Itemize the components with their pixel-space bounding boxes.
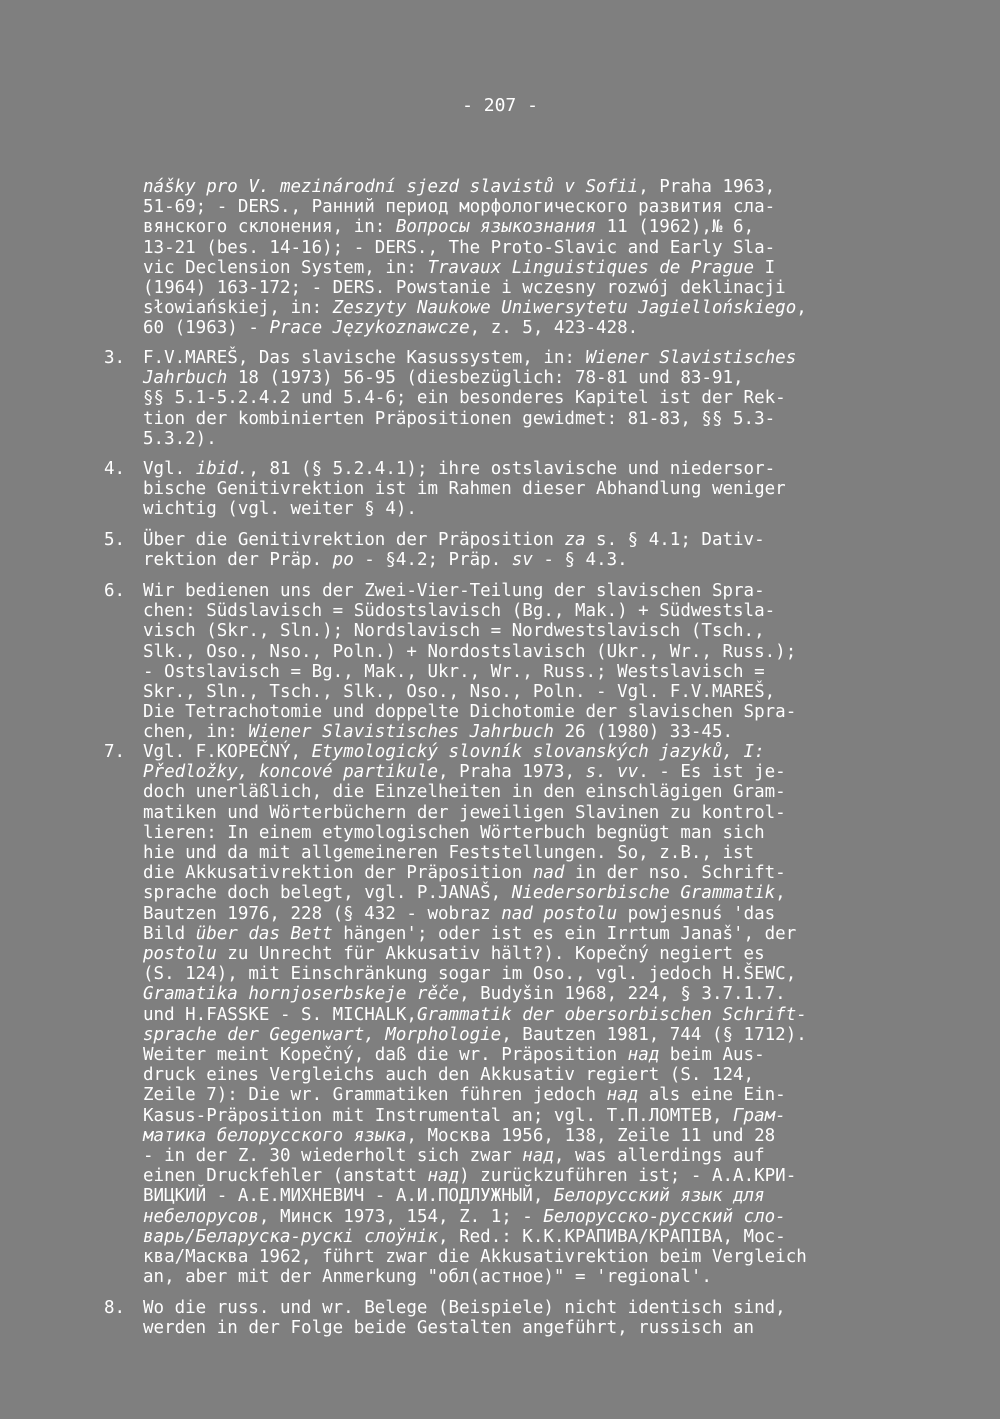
footnote-line: варь/Беларуска-рускі слоўнік, Red.: К.К.КРАПИВА/КРАПІВА, Мос- [143, 1226, 786, 1247]
footnote-number: 6. [104, 581, 126, 601]
footnote-line: vic Declension System, in: Travaux Linguistiques de Prague I [143, 257, 776, 278]
footnote-line: F.V.MAREŠ, Das slavische Kasussystem, in: Wiener Slavistisches 3. [104, 348, 797, 368]
footnote-line: visch (Skr., Sln.); Nordslavisch = Nordwestslavisch (Tsch., [143, 621, 765, 642]
footnote-line: 5.3.2). [143, 428, 217, 449]
footnote-line: (S. 124), mit Einschränkung sogar im Oso., vgl. jedoch H.ŠEWC, [143, 964, 797, 985]
footnote-line: sprache doch belegt, vgl. P.JANAŠ, Niedersorbische Grammatik, [143, 883, 786, 904]
footnote-line: Kasus-Präposition mit Instrumental an; vgl. Т.П.ЛОМТЕВ, Грам- [143, 1105, 786, 1126]
footnote-line: Gramatika hornjoserbskeje rěče, Budyšin 1968, 224, § 3.7.1.7. [143, 984, 786, 1005]
footnote-line: Wo die russ. und wr. Belege (Beispiele) nicht identisch sind, 8. [104, 1298, 786, 1318]
footnote-line: wichtig (vgl. weiter § 4). [143, 499, 417, 520]
footnote-number: 8. [104, 1298, 126, 1318]
footnote-line: postolu zu Unrecht für Akkusativ hält?). Kopečný negiert es [143, 944, 765, 964]
footnote-line: tion der kombinierten Präpositionen gewidmet: 81-83, §§ 5.3- [143, 408, 776, 429]
footnote-line: Skr., Sln., Tsch., Slk., Oso., Nso., Poln. - Vgl. F.V.MAREŠ, [143, 682, 776, 702]
footnote-line: die Akkusativrektion der Präposition nad in der nso. Schrift- [143, 863, 786, 884]
footnote-line: Bild über das Bett hängen'; oder ist es ein Irrtum Janaš', der [143, 923, 797, 944]
footnote-line: lieren: In einem etymologischen Wörterbuch begnügt man sich [143, 822, 765, 843]
footnote-line: Jahrbuch 18 (1973) 56-95 (diesbezüglich: 78-81 und 83-91, [143, 368, 744, 389]
footnote-line: 51-69; - DERS., Ранний период морфологического развития сла- [143, 197, 776, 218]
footnote-line: druck eines Vergleichs auch den Akkusativ regiert (S. 124, [143, 1065, 755, 1086]
footnote-number: 7. [104, 742, 126, 762]
footnote-line: Über die Genitivrektion der Präposition za s. § 4.1; Dativ- 5. [104, 530, 765, 550]
footnote-line: вянского склонения, in: Вопросы языкознания 11 (1962),№ 6, [143, 217, 755, 238]
footnote-line: - Ostslavisch = Bg., Mak., Ukr., Wr., Russ.; Westslavisch = [143, 661, 765, 682]
footnote-line: (1964) 163-172; - DERS. Powstanie i wczesny rozwój deklinacji [143, 278, 786, 298]
footnote-line: ква/Масква 1962, führt zwar die Akkusativrektion beim Vergleich [143, 1247, 807, 1267]
footnote-line: chen: Südslavisch = Südostslavisch (Bg., Mak.) + Südwestsla- [143, 601, 776, 622]
footnote-line: §§ 5.1-5.2.4.2 und 5.4-6; ein besonderes Kapitel ist der Rek- [143, 388, 786, 409]
footnote-line: Zeile 7): Die wr. Grammatiken führen jedoch над als eine Ein- [143, 1085, 786, 1106]
footnote-line: небелорусов, Минск 1973, 154, Z. 1; - Белорусско-русский сло- [143, 1206, 786, 1227]
footnote-line: einen Druckfehler (anstatt над) zurückzuführen ist; - А.А.КРИ- [143, 1166, 797, 1187]
footnote-line: ВИЦКИЙ - А.Е.МИХНЕВИЧ - А.И.ПОДЛУЖНЫЙ, Белорусский язык для [143, 1186, 765, 1207]
footnote-line: Slk., Oso., Nso., Poln.) + Nordostslavisch (Ukr., Wr., Russ.); [143, 641, 797, 662]
footnote-line: Bautzen 1976, 228 (§ 432 - wobraz nad postolu powjesnuś 'das [143, 903, 776, 924]
footnote-line: Wir bedienen uns der Zwei-Vier-Teilung der slavischen Spra- 6. [104, 581, 765, 601]
footnote-line: werden in der Folge beide Gestalten angeführt, russisch an [143, 1318, 755, 1339]
footnote-line: nášky pro V. mezinárodní sjezd slavistů v Sofii, Praha 1963, [143, 177, 776, 197]
footnote-number: 4. [104, 459, 126, 479]
footnote-line: Vgl. ibid., 81 (§ 5.2.4.1); ihre ostslavische und niedersor- 4. [104, 459, 776, 479]
footnote-line: Die Tetrachotomie und doppelte Dichotomie der slavischen Spra- [143, 702, 797, 723]
footnote-line: und H.FASSKE - S. MICHALK,Grammatik der obersorbischen Schrift- [143, 1004, 807, 1025]
footnote-line: chen, in: Wiener Slavistisches Jahrbuch 26 (1980) 33-45. [143, 722, 734, 743]
footnote-line: матика белорусского языка, Москва 1956, 138, Zeile 11 und 28 [143, 1125, 776, 1146]
footnote-line: hie und da mit allgemeineren Feststellungen. So, z.B., ist [143, 843, 755, 863]
footnote-line: Předložky, koncové partikule, Praha 1973, s. vv. - Es ist je- [143, 762, 786, 783]
footnote-line: 60 (1963) - Prace Językoznawcze, z. 5, 423-428. [143, 318, 639, 339]
footnote-line: an, aber mit der Anmerkung "обл(астное)" = 'regional'. [143, 1267, 712, 1288]
page-number: - 207 - [462, 95, 538, 116]
footnote-line: 13-21 (bes. 14-16); - DERS., The Proto-Slavic and Early Sla- [143, 237, 776, 258]
footnote-line: Vgl. F.KOPEČNÝ, Etymologický slovník slovanských jazyků, I: 7. [104, 742, 765, 762]
footnote-number: 5. [104, 530, 126, 550]
footnote-line: doch unerläßlich, die Einzelheiten in den einschlägigen Gram- [143, 782, 786, 803]
footnote-line: sprache der Gegenwart, Morphologie, Bautzen 1981, 744 (§ 1712). [143, 1024, 807, 1045]
footnote-line: bische Genitivrektion ist im Rahmen dieser Abhandlung weniger [143, 479, 786, 500]
footnote-line: - in der Z. 30 wiederholt sich zwar над, was allerdings auf [143, 1146, 765, 1166]
footnote-number: 3. [104, 348, 126, 368]
footnote-line: matiken und Wörterbüchern der jeweiligen Slavinen zu kontrol- [143, 802, 786, 823]
footnote-line: Weiter meint Kopečný, daß die wr. Präposition над beim Aus- [143, 1045, 765, 1065]
footnote-line: słowiańskiej, in: Zeszyty Naukowe Uniwersytetu Jagiellońskiego, [143, 298, 807, 319]
footnote-line: rektion der Präp. po - §4.2; Präp. sv - § 4.3. [143, 550, 628, 571]
